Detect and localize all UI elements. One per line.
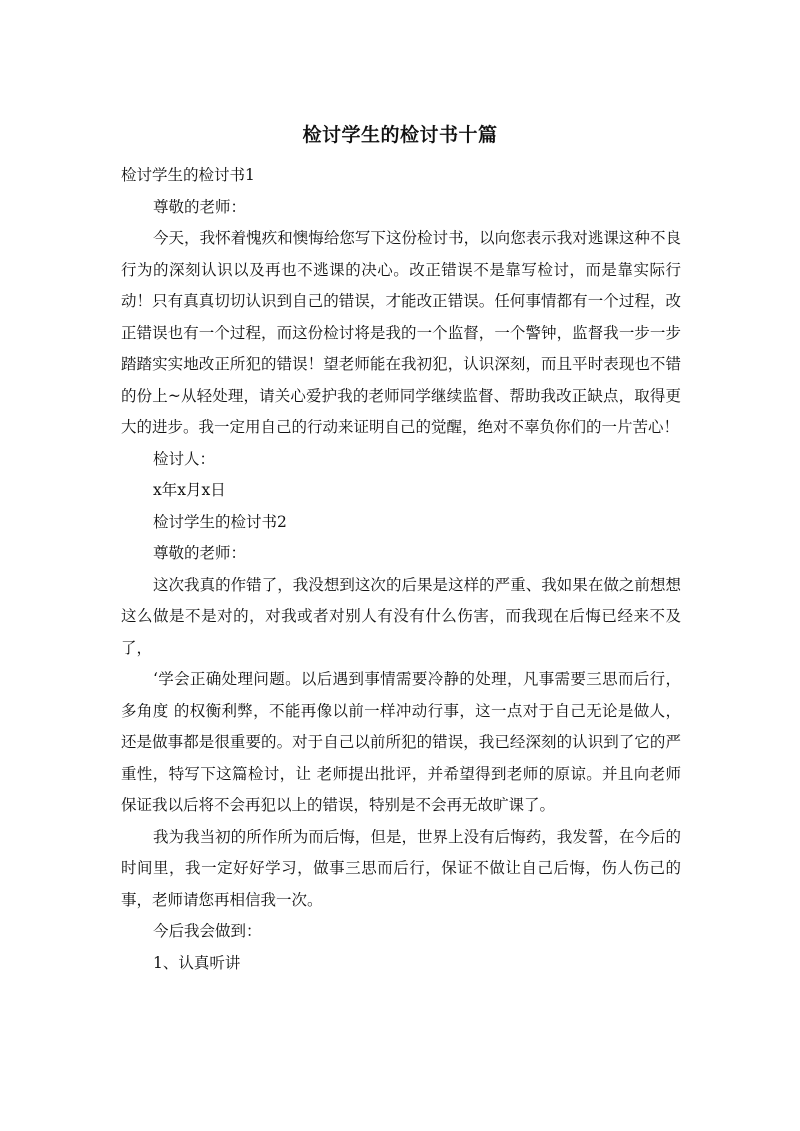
document-body bbox=[121, 160, 681, 979]
salutation-2: 尊敬的老师： bbox=[153, 544, 247, 562]
body-paragraph-1: 今天，我怀着愧疚和懊悔给您写下这份检讨书，以向您表示我对逃课这种不良行为的深刻认识以及再也不逃课的决心。改正错误不是靠写检讨，而是靠实际行动！只有真真切切认识到自己的错误，才能改正错误。任何事情都有一个过程，改正错误也有一个过程，而这份检讨将是我的一个监督，一个警钟，监督我一步一步踏踏实实地改正所犯的错误！望老师能在我初犯，认识深刻，而且平时表现也不错的份上~从轻处理，请关心爱护我的老师同学继续监督、帮助我改正缺点，取得更大的进步。我一定用自己的行动来证明自己的觉醒，绝对不辜负你们的一片苦心！ bbox=[121, 229, 681, 436]
document-title: 检讨学生的检讨书十篇 bbox=[302, 124, 498, 146]
list-intro: 今后我会做到： bbox=[153, 922, 262, 940]
body-paragraph-3: ‘学会正确处理问题。以后遇到事情需要冷静的处理，凡事需要三思而后行，多角度 的权衡利弊，不能再像以前一样冲动行事，这一点对于自己无论是做人，还是做事都是很重要的。对于自己以前所犯的错误，我已经深刻的认识到了它的严重性，特写下这篇检讨，让 老师提出批评，并希望得到老师的原谅。并且向老师保证我以后将不会再犯以上的错误，特别是不会再无故旷课了。 bbox=[121, 670, 681, 814]
section-heading-2: 检讨学生的检讨书2 bbox=[153, 512, 287, 531]
salutation-1: 尊敬的老师： bbox=[153, 197, 247, 216]
signature-label: 检讨人： bbox=[153, 449, 216, 468]
body-paragraph-2: 这次我真的作错了，我没想到这次的后果是这样的严重、我如果在做之前想想这么做是不是对的，对我或者对别人有没有什么伤害，而我现在后悔已经来不及了， bbox=[121, 575, 681, 657]
section-heading-1: 检讨学生的检讨书1 bbox=[121, 166, 255, 184]
list-item-1: 1、认真听讲 bbox=[153, 953, 241, 972]
signature-date: x年x月x日 bbox=[153, 481, 226, 499]
body-paragraph-4: 我为我当初的所作所为而后悔，但是，世界上没有后悔药，我发誓，在今后的时间里，我一定好好学习，做事三思而后行，保证不做让自己后悔，伤人伤己的事，老师请您再相信我一次。 bbox=[121, 827, 681, 909]
